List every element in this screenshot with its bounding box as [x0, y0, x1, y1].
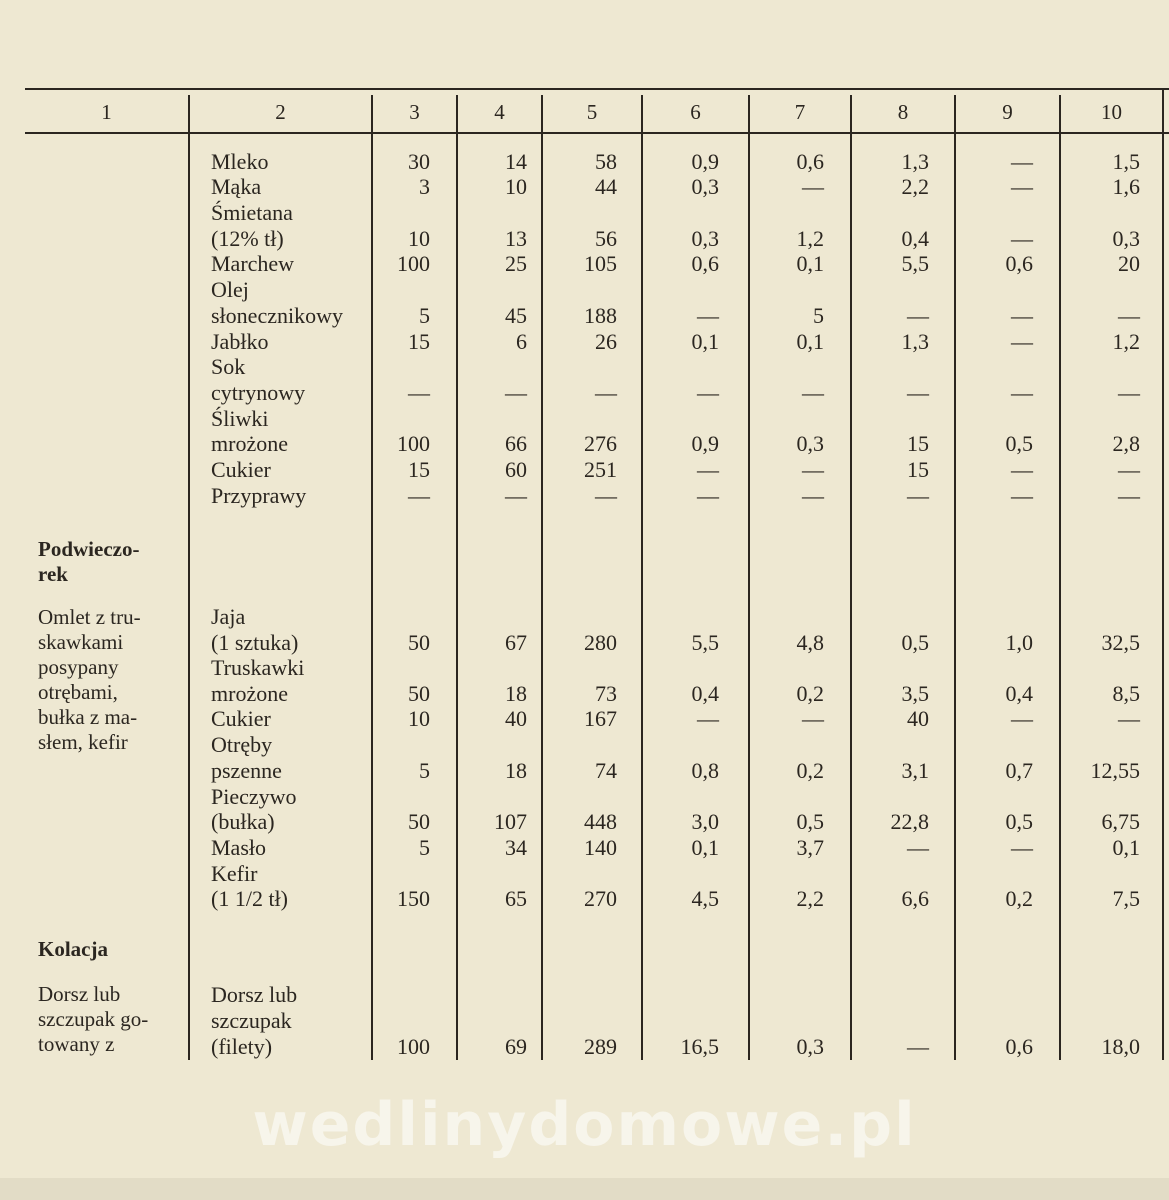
value-col-10: 20: [1118, 251, 1140, 276]
ingredient-name: Sok: [211, 354, 246, 379]
value-col-10: —: [1118, 483, 1140, 508]
value-col-4: 66: [505, 431, 527, 456]
value-col-10: —: [1118, 457, 1140, 482]
value-col-3: 100: [397, 431, 430, 456]
value-col-3: 3: [419, 174, 430, 199]
value-col-9: 0,6: [1005, 1034, 1033, 1059]
value-col-4: 69: [505, 1034, 527, 1059]
value-col-7: 0,2: [796, 758, 824, 783]
ingredient-name: Truskawki: [211, 655, 305, 680]
value-col-8: 22,8: [890, 809, 929, 834]
value-col-8: 3,5: [901, 681, 929, 706]
column-header-2: 2: [275, 100, 286, 124]
watermark: wedlinydomowe.pl: [252, 1090, 917, 1160]
value-col-5: 270: [584, 886, 617, 911]
value-col-6: 0,1: [691, 329, 719, 354]
ingredient-name: słonecznikowy: [211, 303, 343, 328]
value-col-6: 0,4: [691, 681, 719, 706]
value-col-3: 150: [397, 886, 430, 911]
value-col-5: —: [595, 483, 617, 508]
value-col-7: —: [802, 457, 824, 482]
value-col-9: —: [1011, 380, 1033, 405]
ingredient-name: Jaja: [211, 604, 246, 629]
value-col-6: 0,3: [691, 226, 719, 251]
value-col-3: 10: [408, 226, 430, 251]
value-col-10: 8,5: [1112, 681, 1140, 706]
value-col-8: —: [907, 1034, 929, 1059]
value-col-4: 18: [505, 758, 527, 783]
value-col-8: —: [907, 380, 929, 405]
page-bottom-edge: [0, 1178, 1169, 1200]
value-col-3: 100: [397, 251, 430, 276]
ingredient-name: (filety): [211, 1034, 273, 1059]
value-col-8: —: [907, 835, 929, 860]
value-col-8: —: [907, 303, 929, 328]
value-col-6: —: [697, 457, 719, 482]
value-col-10: 7,5: [1112, 886, 1140, 911]
value-col-3: 5: [419, 835, 430, 860]
value-col-9: —: [1011, 174, 1033, 199]
value-col-8: 1,3: [901, 149, 929, 174]
column-header-8: 8: [897, 100, 909, 124]
value-col-7: 4,8: [796, 630, 824, 655]
value-col-9: 0,5: [1005, 809, 1033, 834]
column-header-5: 5: [586, 100, 598, 124]
value-col-3: 100: [397, 1034, 430, 1059]
value-col-4: —: [505, 380, 527, 405]
ingredient-name: cytrynowy: [211, 380, 306, 405]
value-col-6: —: [697, 483, 719, 508]
value-col-6: 0,1: [691, 835, 719, 860]
ingredient-name: Otręby: [211, 732, 273, 757]
ingredient-name: Cukier: [211, 457, 271, 482]
value-col-8: 3,1: [901, 758, 929, 783]
ingredient-name: (1 sztuka): [211, 630, 299, 655]
value-col-4: 6: [516, 329, 527, 354]
value-col-5: 167: [584, 706, 617, 731]
value-col-7: 0,1: [796, 329, 824, 354]
value-col-6: 16,5: [680, 1034, 719, 1059]
value-col-9: 0,6: [1005, 251, 1033, 276]
value-col-3: 5: [419, 303, 430, 328]
section-heading-podwieczorek: Podwieczo- rek: [38, 537, 140, 586]
value-col-4: 25: [505, 251, 527, 276]
ingredient-name: pszenne: [211, 758, 282, 783]
ingredient-name: Marchew: [211, 251, 295, 276]
value-col-8: 5,5: [901, 251, 929, 276]
value-col-6: 0,9: [691, 431, 719, 456]
value-col-7: 0,6: [796, 149, 824, 174]
value-col-4: 34: [505, 835, 527, 860]
value-col-6: —: [697, 706, 719, 731]
value-col-5: 26: [595, 329, 617, 354]
column-header-4: 4: [494, 100, 505, 124]
value-col-9: —: [1011, 226, 1033, 251]
value-col-9: —: [1011, 329, 1033, 354]
value-col-8: 40: [907, 706, 929, 731]
ingredient-name: Pieczywo: [211, 784, 297, 809]
value-col-5: 188: [584, 303, 617, 328]
ingredient-name: Mąka: [211, 174, 262, 199]
value-col-7: 0,2: [796, 681, 824, 706]
ingredient-name: szczupak: [211, 1008, 292, 1033]
value-col-5: 44: [595, 174, 617, 199]
column-header-9: 9: [1002, 100, 1013, 124]
value-col-7: 1,2: [796, 226, 824, 251]
value-col-7: 0,3: [796, 1034, 824, 1059]
value-col-6: —: [697, 303, 719, 328]
column-header-10: 10: [1101, 100, 1122, 124]
value-col-5: 105: [584, 251, 617, 276]
ingredient-name: Cukier: [211, 706, 271, 731]
value-col-5: 251: [584, 457, 617, 482]
column-header-7: 7: [794, 100, 806, 124]
value-col-3: —: [408, 483, 430, 508]
value-col-4: 10: [505, 174, 527, 199]
value-col-6: 4,5: [691, 886, 719, 911]
value-col-9: —: [1011, 149, 1033, 174]
value-col-5: 289: [584, 1034, 617, 1059]
value-col-7: 2,2: [796, 886, 824, 911]
value-col-3: 10: [408, 706, 430, 731]
value-col-7: 5: [813, 303, 824, 328]
ingredient-name: Śliwki: [211, 406, 269, 431]
value-col-10: 1,5: [1112, 149, 1140, 174]
column-divider: [188, 95, 190, 1060]
value-col-4: 67: [505, 630, 527, 655]
table-top-rule: [25, 88, 1169, 90]
ingredient-name: Kefir: [211, 861, 258, 886]
value-col-7: —: [802, 380, 824, 405]
value-col-9: —: [1011, 483, 1033, 508]
value-col-6: 0,6: [691, 251, 719, 276]
ingredient-name: Przyprawy: [211, 483, 307, 508]
value-col-3: 15: [408, 457, 430, 482]
ingredient-name: Olej: [211, 277, 249, 302]
value-col-8: 15: [907, 457, 929, 482]
value-col-4: 40: [505, 706, 527, 731]
value-col-7: —: [802, 706, 824, 731]
value-col-10: 0,1: [1112, 835, 1140, 860]
section-heading-kolacja: Kolacja: [38, 937, 108, 961]
value-col-3: 50: [408, 630, 430, 655]
ingredient-name: Mleko: [211, 149, 269, 174]
value-col-9: 1,0: [1005, 630, 1033, 655]
ingredient-name: mrożone: [211, 431, 288, 456]
meal-description-dorsz: Dorsz lub szczupak go- towany z: [38, 982, 149, 1056]
value-col-8: 0,4: [901, 226, 929, 251]
ingredient-name: (12% tł): [211, 226, 284, 251]
value-col-7: 3,7: [796, 835, 824, 860]
ingredient-name: Śmietana: [211, 200, 293, 225]
column-header-1: 1: [101, 100, 112, 124]
value-col-3: 50: [408, 809, 430, 834]
value-col-4: 45: [505, 303, 527, 328]
value-col-4: —: [505, 483, 527, 508]
value-col-5: 73: [595, 681, 617, 706]
ingredient-name: (bułka): [211, 809, 275, 834]
value-col-4: 14: [505, 149, 527, 174]
value-col-8: —: [907, 483, 929, 508]
value-col-5: 140: [584, 835, 617, 860]
column-divider: [1162, 90, 1164, 1060]
value-col-10: 18,0: [1101, 1034, 1140, 1059]
value-col-10: 12,55: [1090, 758, 1140, 783]
value-col-9: 0,2: [1005, 886, 1033, 911]
value-col-10: 1,2: [1112, 329, 1140, 354]
value-col-3: —: [408, 380, 430, 405]
ingredient-name: (1 1/2 tł): [211, 886, 288, 911]
ingredient-name: Masło: [211, 835, 266, 860]
value-col-5: 58: [595, 149, 617, 174]
value-col-8: 6,6: [901, 886, 929, 911]
value-col-10: 2,8: [1112, 431, 1140, 456]
value-col-9: —: [1011, 303, 1033, 328]
meal-description-omlet: Omlet z tru- skawkami posypany otrębami, bułka z ma- słem, kefir: [38, 605, 141, 754]
column-header-3: 3: [409, 100, 420, 124]
value-col-7: —: [802, 483, 824, 508]
ingredient-name: Dorsz lub: [211, 982, 298, 1007]
value-col-7: 0,5: [796, 809, 824, 834]
value-col-9: 0,7: [1005, 758, 1033, 783]
value-col-6: 0,9: [691, 149, 719, 174]
value-col-7: —: [802, 174, 824, 199]
value-col-10: 32,5: [1101, 630, 1140, 655]
value-col-3: 5: [419, 758, 430, 783]
value-col-8: 1,3: [901, 329, 929, 354]
column-header-6: 6: [690, 100, 701, 124]
value-col-8: 0,5: [901, 630, 929, 655]
value-col-9: 0,4: [1005, 681, 1033, 706]
value-col-6: 3,0: [691, 809, 719, 834]
value-col-4: 13: [505, 226, 527, 251]
value-col-6: 0,8: [691, 758, 719, 783]
value-col-4: 107: [494, 809, 527, 834]
value-col-4: 18: [505, 681, 527, 706]
value-col-8: 15: [907, 431, 929, 456]
value-col-7: 0,3: [796, 431, 824, 456]
value-col-10: —: [1118, 380, 1140, 405]
value-col-5: 448: [584, 809, 617, 834]
value-col-3: 30: [408, 149, 430, 174]
value-col-8: 2,2: [901, 174, 929, 199]
value-col-3: 50: [408, 681, 430, 706]
value-col-6: 5,5: [691, 630, 719, 655]
table-header-rule: [25, 132, 1169, 134]
value-col-5: —: [595, 380, 617, 405]
value-col-5: 74: [595, 758, 617, 783]
value-col-10: —: [1118, 706, 1140, 731]
value-col-6: 0,3: [691, 174, 719, 199]
value-col-5: 276: [584, 431, 617, 456]
value-col-9: —: [1011, 835, 1033, 860]
value-col-9: —: [1011, 706, 1033, 731]
ingredient-name: mrożone: [211, 681, 288, 706]
value-col-4: 60: [505, 457, 527, 482]
value-col-9: 0,5: [1005, 431, 1033, 456]
value-col-10: 6,75: [1101, 809, 1140, 834]
value-col-5: 56: [595, 226, 617, 251]
value-col-10: —: [1118, 303, 1140, 328]
ingredient-name: Jabłko: [211, 329, 269, 354]
value-col-4: 65: [505, 886, 527, 911]
value-col-10: 1,6: [1112, 174, 1140, 199]
value-col-7: 0,1: [796, 251, 824, 276]
value-col-6: —: [697, 380, 719, 405]
value-col-9: —: [1011, 457, 1033, 482]
value-col-10: 0,3: [1112, 226, 1140, 251]
value-col-5: 280: [584, 630, 617, 655]
value-col-3: 15: [408, 329, 430, 354]
